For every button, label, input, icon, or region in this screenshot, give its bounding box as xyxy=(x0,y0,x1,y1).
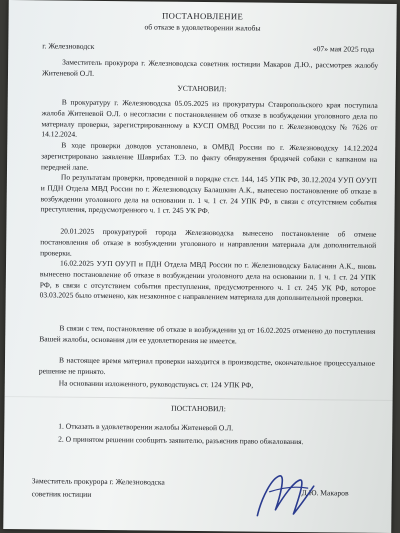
signer-name: Д.Ю. Макаров xyxy=(301,488,349,498)
handwritten-signature xyxy=(249,458,320,529)
signer-position-line1: Заместитель прокурора г. Железноводска xyxy=(31,476,165,487)
paragraph-current-status: В настоящее время материал проверки находится в производстве, окончательное процессуальное решение не принято. xyxy=(38,355,376,376)
decision-item-2: 2. О принятом решении сообщить заявителю, разъяснив право обжалования. xyxy=(58,434,304,447)
document-subtitle: об отказе в удовлетворении жалобы xyxy=(144,22,261,33)
decision-item-1: 1. Отказать в удовлетворении жалобы Житеневой О.Л. xyxy=(58,421,234,433)
paragraph-first-refusal: По результатам проверки, проведенной в порядке ст.ст. 144, 145 УПК РФ, 30.12.2024 УУП ОУУП и ПДН Отдела МВД России по г. Железноводску Балашкин А.К., вынесено постановление об отказе в возбуждении уголовного дела на основании п. 1 ч. 1 ст. 24 УПК РФ, в связи с отсутствием события преступления, предусмотренного ч. 1 ст. 245 УК РФ. xyxy=(40,172,377,216)
document-date: «07» мая 2025 года xyxy=(312,44,375,54)
postanovil-heading: ПОСТАНОВИЛ: xyxy=(171,403,226,414)
paragraph-cancellation: 20.01.2025 прокуратурой города Железноводска вынесено постановление об отмене постановления об отказе в возбуждении уголовного и направлении материала для дополнительной проверки. xyxy=(40,226,377,258)
paragraph-check-findings: В ходе проверки доводов установлено, в ОМВД России по г. Железноводску 14.12.2024 зарегистрировано заявление Шаврибах Т.Э. по факту обнаружения бродячей собаки с капканом на передней лапе. xyxy=(40,140,378,172)
paragraph-second-refusal: 16.02.2025 УУП ОУУП и ПДН Отдела МВД России по г. Железноводску Баласанян А.К., вновь вынесено постановление об отказе в возбуждении уголовного дела на основании п. 1 ч. 1 ст. 24 УПК РФ, в связи с отсутствием события преступления, предусмотренного ч. 1 ст. 245 УК РФ, которое 03.03.2025 было отменено, как незаконное с направлением материала для дополнительной проверки. xyxy=(39,258,377,304)
intro-paragraph: Заместитель прокурора г. Железноводска советник юстиции Макаров Д.Ю., рассмотрев жалобу Житеневой О.Л. xyxy=(41,57,379,78)
paper-fold xyxy=(5,396,393,401)
ustanovil-heading: УСТАНОВИЛ: xyxy=(177,83,227,94)
paragraph-complaint: В прокуратуру г. Железноводска 05.05.2025 из прокуратуры Ставропольского края поступила жалоба Житеневой О.Л. о несогласии с постановлением об отказе в возбуждении уголовного дела по материалу проверки, зарегистрированному в КУСП ОМВД России по г. Железноводску № 7626 от 14.12.2024. xyxy=(41,97,378,140)
document-sheet xyxy=(3,0,397,533)
paragraph-grounds: В связи с тем, постановление об отказе в возбуждении уд от 16.02.2025 отменено до поступления Вашей жалобы, основания для ее удовлетворения не имеется. xyxy=(39,323,376,346)
document-title: ПОСТАНОВЛЕНИЕ xyxy=(162,10,244,22)
city: г. Железноводск xyxy=(42,41,95,51)
signer-position-line2: советник юстиции xyxy=(31,489,92,499)
paragraph-legal-basis: На основании изложенного, руководствуясь ст. 124 УПК РФ, xyxy=(58,378,254,390)
